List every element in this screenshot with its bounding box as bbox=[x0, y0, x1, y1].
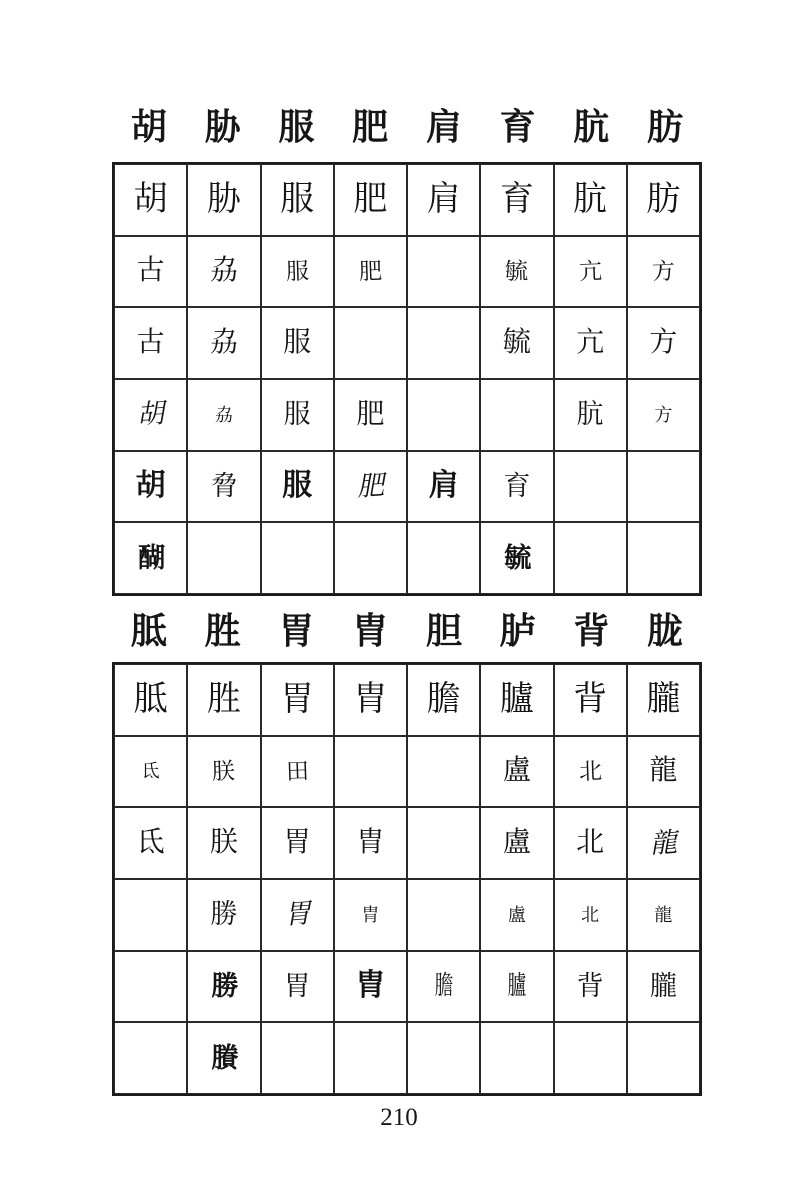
glyph-cell bbox=[187, 736, 260, 808]
ancient-script-glyph: 肮 bbox=[573, 180, 608, 218]
page-number: 210 bbox=[380, 1104, 418, 1131]
glyph-table-1 bbox=[112, 162, 702, 596]
ancient-script-glyph: 服 bbox=[282, 469, 313, 503]
empty-cell bbox=[334, 736, 407, 808]
header-character: 胃 bbox=[278, 610, 315, 651]
ancient-script-glyph: 賸 bbox=[211, 1042, 237, 1073]
empty-cell bbox=[114, 879, 187, 951]
glyph-cell bbox=[114, 522, 187, 594]
glyph-cell bbox=[114, 664, 187, 736]
glyph-cell bbox=[480, 236, 553, 308]
ancient-script-glyph: 育 bbox=[499, 180, 534, 218]
empty-cell bbox=[554, 522, 627, 594]
ancient-script-glyph: 北 bbox=[581, 904, 600, 925]
ancient-script-glyph: 胃 bbox=[280, 680, 315, 718]
empty-cell bbox=[554, 451, 627, 523]
empty-cell bbox=[407, 379, 480, 451]
empty-cell bbox=[187, 522, 260, 594]
ancient-script-glyph: 胡 bbox=[135, 469, 166, 503]
ancient-script-glyph: 毓 bbox=[504, 542, 530, 573]
glyph-cell bbox=[627, 736, 700, 808]
ancient-script-glyph: 古 bbox=[136, 255, 165, 287]
glyph-cell bbox=[627, 307, 700, 379]
glyph-cell bbox=[554, 379, 627, 451]
empty-cell bbox=[480, 379, 553, 451]
glyph-cell bbox=[334, 379, 407, 451]
ancient-script-glyph: 背 bbox=[573, 680, 608, 718]
ancient-script-glyph: 肩 bbox=[426, 180, 461, 218]
ancient-script-glyph: 盧 bbox=[502, 827, 531, 859]
glyph-cell bbox=[334, 164, 407, 236]
empty-cell bbox=[407, 307, 480, 379]
glyph-cell bbox=[261, 664, 334, 736]
ancient-script-glyph: 胃 bbox=[283, 827, 312, 859]
glyph-cell bbox=[114, 236, 187, 308]
ancient-script-glyph: 田 bbox=[285, 758, 310, 785]
empty-cell bbox=[407, 236, 480, 308]
glyph-cell bbox=[187, 1022, 260, 1094]
glyph-cell bbox=[480, 951, 553, 1023]
empty-cell bbox=[261, 1022, 334, 1094]
ancient-script-glyph: 朕 bbox=[211, 758, 236, 785]
empty-cell bbox=[554, 1022, 627, 1094]
ancient-script-glyph: 龍 bbox=[648, 826, 678, 859]
ancient-script-glyph: 育 bbox=[503, 470, 531, 501]
ancient-script-glyph: 肥 bbox=[353, 180, 388, 218]
glyph-cell bbox=[627, 664, 700, 736]
empty-cell bbox=[334, 1022, 407, 1094]
ancient-script-glyph: 服 bbox=[285, 258, 310, 285]
header-character: 肪 bbox=[647, 106, 684, 147]
glyph-cell bbox=[334, 664, 407, 736]
glyph-cell bbox=[261, 736, 334, 808]
ancient-script-glyph: 朕 bbox=[209, 827, 238, 859]
ancient-script-glyph: 脅 bbox=[210, 470, 238, 501]
ancient-script-glyph: 臚 bbox=[499, 680, 534, 718]
ancient-script-glyph: 胄 bbox=[353, 680, 388, 718]
ancient-script-glyph: 胜 bbox=[206, 680, 241, 718]
empty-cell bbox=[627, 1022, 700, 1094]
empty-cell bbox=[114, 951, 187, 1023]
glyph-cell bbox=[407, 164, 480, 236]
ancient-script-glyph: 氐 bbox=[136, 827, 165, 859]
glyph-cell bbox=[407, 664, 480, 736]
glyph-cell bbox=[554, 307, 627, 379]
ancient-script-glyph: 肩 bbox=[428, 469, 459, 503]
glyph-cell bbox=[480, 664, 553, 736]
header-character: 肥 bbox=[352, 106, 389, 147]
ancient-script-glyph: 劦 bbox=[214, 404, 233, 425]
empty-cell bbox=[334, 522, 407, 594]
glyph-cell bbox=[187, 807, 260, 879]
glyph-cell bbox=[261, 307, 334, 379]
glyph-cell bbox=[480, 807, 553, 879]
glyph-cell bbox=[334, 951, 407, 1023]
glyph-cell bbox=[554, 879, 627, 951]
header-character: 胁 bbox=[204, 106, 241, 147]
glyph-cell bbox=[187, 879, 260, 951]
ancient-script-glyph: 胄 bbox=[356, 827, 385, 859]
ancient-script-glyph: 亢 bbox=[578, 258, 603, 285]
header-character: 胪 bbox=[499, 610, 536, 651]
glyph-cell bbox=[627, 807, 700, 879]
glyph-cell bbox=[334, 451, 407, 523]
ancient-script-glyph: 龍 bbox=[649, 755, 678, 787]
ancient-script-glyph: 膽 bbox=[434, 971, 453, 1001]
glyph-cell bbox=[114, 451, 187, 523]
header-character: 胜 bbox=[204, 610, 241, 651]
ancient-script-glyph: 服 bbox=[280, 180, 315, 218]
glyph-cell bbox=[554, 664, 627, 736]
glyph-cell bbox=[554, 164, 627, 236]
ancient-script-glyph: 胝 bbox=[133, 680, 168, 718]
header-character: 背 bbox=[573, 610, 610, 651]
header-character: 胝 bbox=[130, 610, 167, 651]
ancient-script-glyph: 背 bbox=[576, 970, 604, 1001]
ancient-script-glyph: 龍 bbox=[654, 904, 673, 925]
empty-cell bbox=[407, 807, 480, 879]
ancient-script-glyph: 醐 bbox=[138, 542, 164, 573]
empty-cell bbox=[480, 1022, 553, 1094]
glyph-cell bbox=[627, 379, 700, 451]
glyph-cell bbox=[554, 736, 627, 808]
header-character: 肩 bbox=[425, 106, 462, 147]
glyph-cell bbox=[627, 951, 700, 1023]
glyph-cell bbox=[334, 807, 407, 879]
glyph-cell bbox=[480, 736, 553, 808]
empty-cell bbox=[627, 451, 700, 523]
empty-cell bbox=[334, 307, 407, 379]
glyph-cell bbox=[187, 236, 260, 308]
glyph-cell bbox=[114, 736, 187, 808]
empty-cell bbox=[114, 1022, 187, 1094]
glyph-cell bbox=[554, 807, 627, 879]
glyph-cell bbox=[261, 807, 334, 879]
ancient-script-glyph: 劦 bbox=[209, 255, 238, 287]
empty-cell bbox=[407, 522, 480, 594]
ancient-script-glyph: 胃 bbox=[282, 898, 312, 931]
glyph-cell bbox=[187, 951, 260, 1023]
ancient-script-glyph: 朧 bbox=[646, 680, 681, 718]
glyph-cell bbox=[627, 164, 700, 236]
glyph-cell bbox=[261, 951, 334, 1023]
empty-cell bbox=[407, 879, 480, 951]
ancient-script-glyph: 膽 bbox=[426, 680, 461, 718]
glyph-cell bbox=[480, 307, 553, 379]
ancient-script-glyph: 勝 bbox=[210, 899, 238, 930]
glyph-cell bbox=[261, 451, 334, 523]
ancient-script-glyph: 方 bbox=[651, 258, 676, 285]
ancient-script-glyph: 亢 bbox=[576, 327, 605, 359]
header-character: 胡 bbox=[130, 106, 167, 147]
ancient-script-glyph: 方 bbox=[654, 404, 673, 425]
glyph-cell bbox=[114, 807, 187, 879]
glyph-cell bbox=[554, 951, 627, 1023]
glyph-cell bbox=[187, 164, 260, 236]
ancient-script-glyph: 毓 bbox=[502, 327, 531, 359]
ancient-script-glyph: 北 bbox=[578, 758, 603, 785]
header-row-2 bbox=[112, 604, 702, 652]
ancient-script-glyph: 盧 bbox=[502, 755, 531, 787]
ancient-script-glyph: 毓 bbox=[504, 258, 529, 285]
glyph-cell bbox=[480, 451, 553, 523]
header-character: 胆 bbox=[425, 610, 462, 651]
glyph-cell bbox=[187, 307, 260, 379]
header-character: 肮 bbox=[573, 106, 610, 147]
header-row-1 bbox=[112, 100, 702, 148]
ancient-script-glyph: 肥 bbox=[355, 470, 385, 502]
empty-cell bbox=[627, 522, 700, 594]
glyph-cell bbox=[480, 164, 553, 236]
ancient-script-glyph: 胃 bbox=[283, 970, 311, 1001]
glyph-cell bbox=[261, 379, 334, 451]
ancient-script-glyph: 服 bbox=[283, 399, 311, 430]
ancient-script-glyph: 劦 bbox=[209, 327, 238, 359]
ancient-script-glyph: 胄 bbox=[361, 904, 380, 925]
glyph-cell bbox=[407, 951, 480, 1023]
ancient-script-glyph: 胁 bbox=[206, 180, 241, 218]
empty-cell bbox=[261, 522, 334, 594]
ancient-script-glyph: 盧 bbox=[507, 904, 526, 925]
ancient-script-glyph: 北 bbox=[576, 827, 605, 859]
glyph-cell bbox=[114, 164, 187, 236]
header-character: 胧 bbox=[647, 610, 684, 651]
ancient-script-glyph: 氐 bbox=[141, 761, 160, 782]
ancient-script-glyph: 肪 bbox=[646, 180, 681, 218]
glyph-table-2 bbox=[112, 662, 702, 1096]
empty-cell bbox=[407, 1022, 480, 1094]
glyph-cell bbox=[480, 522, 553, 594]
glyph-cell bbox=[554, 236, 627, 308]
ancient-script-glyph: 臚 bbox=[507, 971, 527, 1001]
ancient-script-glyph: 胡 bbox=[136, 398, 166, 431]
header-character: 服 bbox=[278, 106, 315, 147]
glyph-cell bbox=[187, 664, 260, 736]
glyph-cell bbox=[334, 879, 407, 951]
header-character: 胄 bbox=[352, 610, 389, 651]
glyph-cell bbox=[114, 379, 187, 451]
glyph-cell bbox=[334, 236, 407, 308]
glyph-cell bbox=[187, 451, 260, 523]
glyph-cell bbox=[261, 236, 334, 308]
empty-cell bbox=[407, 736, 480, 808]
glyph-cell bbox=[407, 451, 480, 523]
ancient-script-glyph: 朧 bbox=[649, 970, 677, 1001]
glyph-cell bbox=[627, 879, 700, 951]
ancient-script-glyph: 古 bbox=[136, 327, 165, 359]
ancient-script-glyph: 肮 bbox=[576, 399, 604, 430]
ancient-script-glyph: 勝 bbox=[211, 970, 237, 1001]
glyph-cell bbox=[114, 307, 187, 379]
glyph-cell bbox=[627, 236, 700, 308]
glyph-cell bbox=[261, 164, 334, 236]
header-character: 育 bbox=[499, 106, 536, 147]
ancient-script-glyph: 方 bbox=[649, 327, 678, 359]
glyph-cell bbox=[187, 379, 260, 451]
ancient-script-glyph: 肥 bbox=[356, 398, 385, 430]
ancient-script-glyph: 服 bbox=[283, 327, 312, 359]
ancient-script-glyph: 肥 bbox=[358, 258, 383, 285]
ancient-script-glyph: 胄 bbox=[355, 969, 386, 1003]
glyph-cell bbox=[261, 879, 334, 951]
glyph-cell bbox=[480, 879, 553, 951]
ancient-script-glyph: 胡 bbox=[133, 180, 168, 218]
